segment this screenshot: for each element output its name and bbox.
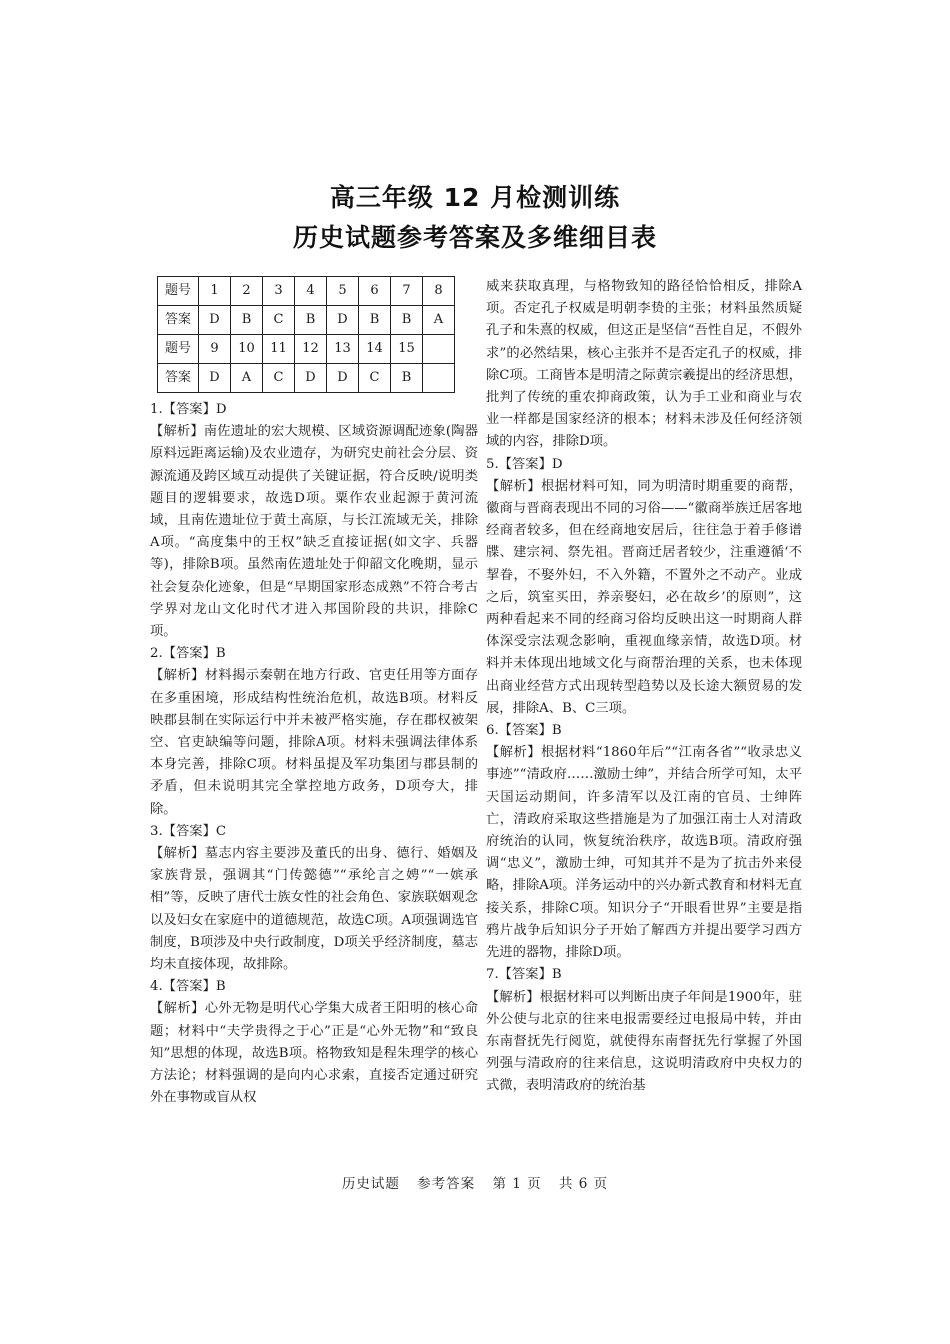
answer-heading: 3.【答案】C [150,823,227,839]
answer-table-cell: 11 [263,335,295,364]
answer-table-row-label: 答案 [158,306,199,335]
explanation-paragraph: 【解析】根据材料可知，同为明清时期重要的商帮，徽商与晋商表现出不同的习俗——“徽商举族迁居客地经商者较多，但在经商地安居后，往往急于着手修谱牒、建宗祠、祭先祖。晋商迁居者较少，注重遵循‘不挈眷，不娶外妇，不入外籍，不置外之不动产。业成之后，筑室买田，养亲娶妇，必在故乡’的原则”，这两种看起来不同的经商习俗均反映出这一时期商人群体深受宗法观念影响，重视血缘亲情，故选D项。材料并未体现出地域文化与商帮治理的关系，也未体现出商业经营方式出现转型趋势以及长途大额贸易的发展，排除A、B、C三项。 [486,478,802,716]
answer-table-cell: B [295,306,327,335]
explanation-paragraph: 【解析】根据材料可以判断出庚子年间是1900年，驻外公使与北京的往来电报需要经过电报局中转，并由东南督抚先行阅览，就使得东南督抚先行掌握了外国列强与清政府的往来信息，这说明清政府中央权力的式微，表明清政府的统治基 [486,989,802,1094]
right-column-body [486,276,802,1098]
answer-table-row-label: 题号 [158,335,199,364]
answer-table-cell: 10 [231,335,263,364]
answer-heading: 5.【答案】D [486,456,563,472]
answer-table-cell: 14 [359,335,391,364]
page-footer [0,1172,950,1192]
answer-table-cell: C [263,364,295,393]
answer-table-cell: 4 [295,277,327,306]
right-column [486,276,802,1098]
answer-table-cell: 1 [199,277,231,306]
answer-table-cell: 15 [391,335,423,364]
answer-table-cell: 13 [327,335,359,364]
left-column [150,276,478,1110]
footer-doc-type: 参考答案 [417,1176,476,1192]
answer-table-cell: 12 [295,335,327,364]
answer-table-cell: B [391,306,423,335]
footer-subject: 历史试题 [341,1176,400,1192]
answer-table-cell: 5 [327,277,359,306]
explanation-paragraph: 【解析】根据材料“1860年后”“江南各省”“收录忠义事迹”“清政府……激励士绅”，并结合所学可知，太平天国运动期间，许多清军以及江南的官员、士绅阵亡，清政府采取这些措施是为了加强江南士人对清政府统治的认同，恢复统治秩序，故选B项。清政府强调“忠义”，激励士绅，可知其并不是为了抗击外来侵略，排除A项。洋务运动中的兴办新式教育和材料无直接关系，排除C项。知识分子“开眼看世界”主要是指鸦片战争后知识分子开始了解西方并提出要学习西方先进的器物，排除D项。 [486,745,802,961]
answer-heading: 1.【答案】D [150,402,227,417]
answer-table-cell: D [199,306,231,335]
answer-table-cell: D [199,364,231,393]
answer-table-cell: B [359,306,391,335]
answer-table-cell: A [423,306,455,335]
answer-table-cell: D [327,306,359,335]
answer-table-cell: 2 [231,277,263,306]
answer-table-cell: D [295,364,327,393]
answer-table-cell: 7 [391,277,423,306]
footer-page-total: 共 6 页 [558,1176,609,1192]
answer-table-row-label: 答案 [158,364,199,393]
answer-heading: 4.【答案】B [150,979,226,995]
answer-table-cell: C [263,306,295,335]
explanation-paragraph: 【解析】心外无物是明代心学集大成者王阳明的核心命题；材料中“夫学贵得之于心”正是“心外无物”和“致良知”思想的体现，故选B项。格物致知是程朱理学的核心方法论；材料强调的是向内心求索，直接否定通过研究外在事物或盲从权 [150,1001,478,1106]
answer-heading: 6.【答案】B [486,723,562,739]
answer-table-cell: 6 [359,277,391,306]
answer-table-cell: 3 [263,277,295,306]
answer-table-row-label: 题号 [158,277,199,306]
answer-table-cell: C [359,364,391,393]
answer-heading: 7.【答案】B [486,967,562,983]
explanation-paragraph: 【解析】南佐遗址的宏大规模、区域资源调配迹象(陶器原料远距离运输)及农业遗存，为研究史前社会分层、资源流通及跨区域互动提供了关键证据，符合反映/说明类题目的逻辑要求，故选D项。粟作农业起源于黄河流域，且南佐遗址位于黄土高原，与长江流域无关，排除A项。“高度集中的王权”缺乏直接证据(如文字、兵器等)，排除B项。虽然南佐遗址处于仰韶文化晚期，显示社会复杂化迹象，但是“早期国家形态成熟”不符合考古学界对龙山文化时代才进入邦国阶段的共识，排除C项。 [150,424,478,640]
answer-table-cell [423,335,455,364]
left-column-body [150,399,478,1110]
explanation-paragraph: 威来获取真理，与格物致知的路径恰恰相反，排除A项。否定孔子权威是明朝李贽的主张；材料虽然质疑孔子和朱熹的权威，但这正是坚信“吾性自足，不假外求”的必然结果，核心主张并不是否定孔子的权威，排除C项。工商皆本是明清之际黄宗羲提出的经济思想，批判了传统的重农抑商政策，认为手工业和商业与农业一样都是国家经济的根本；材料未涉及任何经济领域的内容，排除D项。 [486,279,803,450]
footer-page-number: 第 1 页 [492,1176,542,1192]
explanation-paragraph: 【解析】材料揭示秦朝在地方行政、官吏任用等方面存在多重困境，形成结构性统治危机，故选B项。材料反映郡县制在实际运行中并未被严格实施，存在郡权被架空、官吏缺编等问题，排除A项。材料未强调法律体系本身完善，排除C项。材料虽提及军功集团与郡县制的矛盾，但未说明其完全掌控地方政务，D项夸大，排除。 [150,668,478,817]
answer-table-cell: 8 [423,277,455,306]
answer-table-cell: 9 [199,335,231,364]
answer-table-cell: B [231,306,263,335]
answer-table-cell: D [327,364,359,393]
answer-table-row [158,306,455,335]
explanation-paragraph: 【解析】墓志内容主要涉及董氏的出身、德行、婚姻及家族背景，强调其“门传懿德”“承纶言之娉”“一嫔承相”等，反映了唐代士族女性的社会角色、家族联姻观念以及妇女在家庭中的道德规范，故选C项。A项强调选官制度，B项涉及中央行政制度，D项关乎经济制度，墓志均未直接体现，故排除。 [150,846,478,973]
answer-table [157,276,455,393]
answer-heading: 2.【答案】B [150,646,226,662]
answer-table-cell [423,364,455,393]
answer-table-row [158,364,455,393]
answer-table-row [158,277,455,306]
answer-table-cell: A [231,364,263,393]
answer-table-cell: B [391,364,423,393]
page-title: 高三年级 12 月检测训练 [329,183,621,212]
answer-table-row [158,335,455,364]
page-subtitle: 历史试题参考答案及多维细目表 [292,223,657,252]
